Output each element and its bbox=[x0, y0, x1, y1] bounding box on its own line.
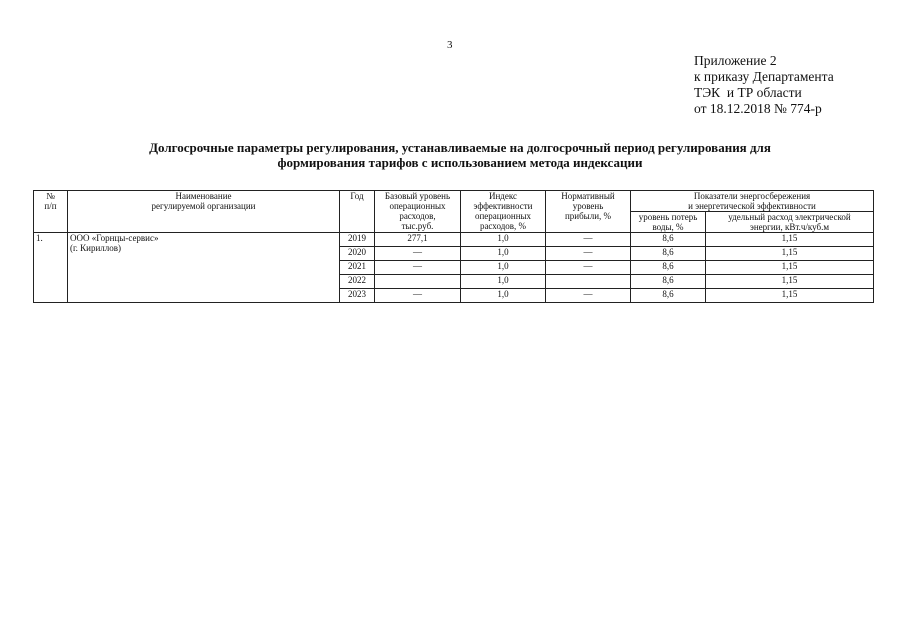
profit-level-cell: — bbox=[546, 233, 631, 247]
header-energy-consumption: удельный расход электрической энергии, кВт.ч/куб.м bbox=[706, 212, 874, 233]
table-row bbox=[34, 233, 874, 247]
profit-level-cell: — bbox=[546, 247, 631, 261]
base-opex-cell: 277,1 bbox=[375, 233, 461, 247]
profit-level-cell: — bbox=[546, 261, 631, 275]
year-cell: 2022 bbox=[340, 275, 375, 289]
appendix-line-1: Приложение 2 bbox=[694, 53, 777, 68]
header-water-losses: уровень потерь воды, % bbox=[631, 212, 706, 233]
appendix-block bbox=[694, 53, 834, 117]
water-losses-cell: 8,6 bbox=[631, 289, 706, 303]
profit-level-cell: — bbox=[546, 289, 631, 303]
energy-consumption-cell: 1,15 bbox=[706, 289, 874, 303]
efficiency-index-cell: 1,0 bbox=[461, 289, 546, 303]
base-opex-cell: — bbox=[375, 261, 461, 275]
header-row-1 bbox=[34, 191, 874, 212]
base-opex-cell bbox=[375, 275, 461, 289]
base-opex-cell: — bbox=[375, 289, 461, 303]
year-cell: 2020 bbox=[340, 247, 375, 261]
energy-consumption-cell: 1,15 bbox=[706, 247, 874, 261]
energy-consumption-cell: 1,15 bbox=[706, 261, 874, 275]
document-title bbox=[60, 140, 860, 170]
header-profit-level: Нормативный уровень прибыли, % bbox=[546, 191, 631, 233]
efficiency-index-cell: 1,0 bbox=[461, 275, 546, 289]
year-cell: 2019 bbox=[340, 233, 375, 247]
page-number: 3 bbox=[447, 39, 453, 51]
water-losses-cell: 8,6 bbox=[631, 233, 706, 247]
header-year: Год bbox=[340, 191, 375, 233]
efficiency-index-cell: 1,0 bbox=[461, 233, 546, 247]
parameters-table bbox=[33, 190, 874, 303]
header-energy-group: Показатели энергосбережения и энергетической эффективности bbox=[631, 191, 874, 212]
year-cell: 2021 bbox=[340, 261, 375, 275]
header-base-opex: Базовый уровень операционных расходов, тыс.руб. bbox=[375, 191, 461, 233]
water-losses-cell: 8,6 bbox=[631, 261, 706, 275]
header-org: Наименование регулируемой организации bbox=[68, 191, 340, 233]
energy-consumption-cell: 1,15 bbox=[706, 233, 874, 247]
header-num: № п/п bbox=[34, 191, 68, 233]
water-losses-cell: 8,6 bbox=[631, 275, 706, 289]
header-efficiency-index: Индекс эффективности операционных расходов, % bbox=[461, 191, 546, 233]
year-cell: 2023 bbox=[340, 289, 375, 303]
base-opex-cell: — bbox=[375, 247, 461, 261]
document-title-line-1: Долгосрочные параметры регулирования, устанавливаемые на долгосрочный период регулирования для bbox=[149, 140, 771, 155]
org-name: ООО «Горнцы-сервис» (г. Кириллов) bbox=[68, 233, 340, 303]
org-number: 1. bbox=[34, 233, 68, 303]
profit-level-cell bbox=[546, 275, 631, 289]
appendix-line-4: от 18.12.2018 № 774-р bbox=[694, 101, 822, 116]
document-title-line-2: формирования тарифов с использованием метода индексации bbox=[277, 155, 643, 170]
water-losses-cell: 8,6 bbox=[631, 247, 706, 261]
efficiency-index-cell: 1,0 bbox=[461, 261, 546, 275]
appendix-line-3: ТЭК и ТР области bbox=[694, 85, 802, 100]
appendix-line-2: к приказу Департамента bbox=[694, 69, 834, 84]
energy-consumption-cell: 1,15 bbox=[706, 275, 874, 289]
efficiency-index-cell: 1,0 bbox=[461, 247, 546, 261]
